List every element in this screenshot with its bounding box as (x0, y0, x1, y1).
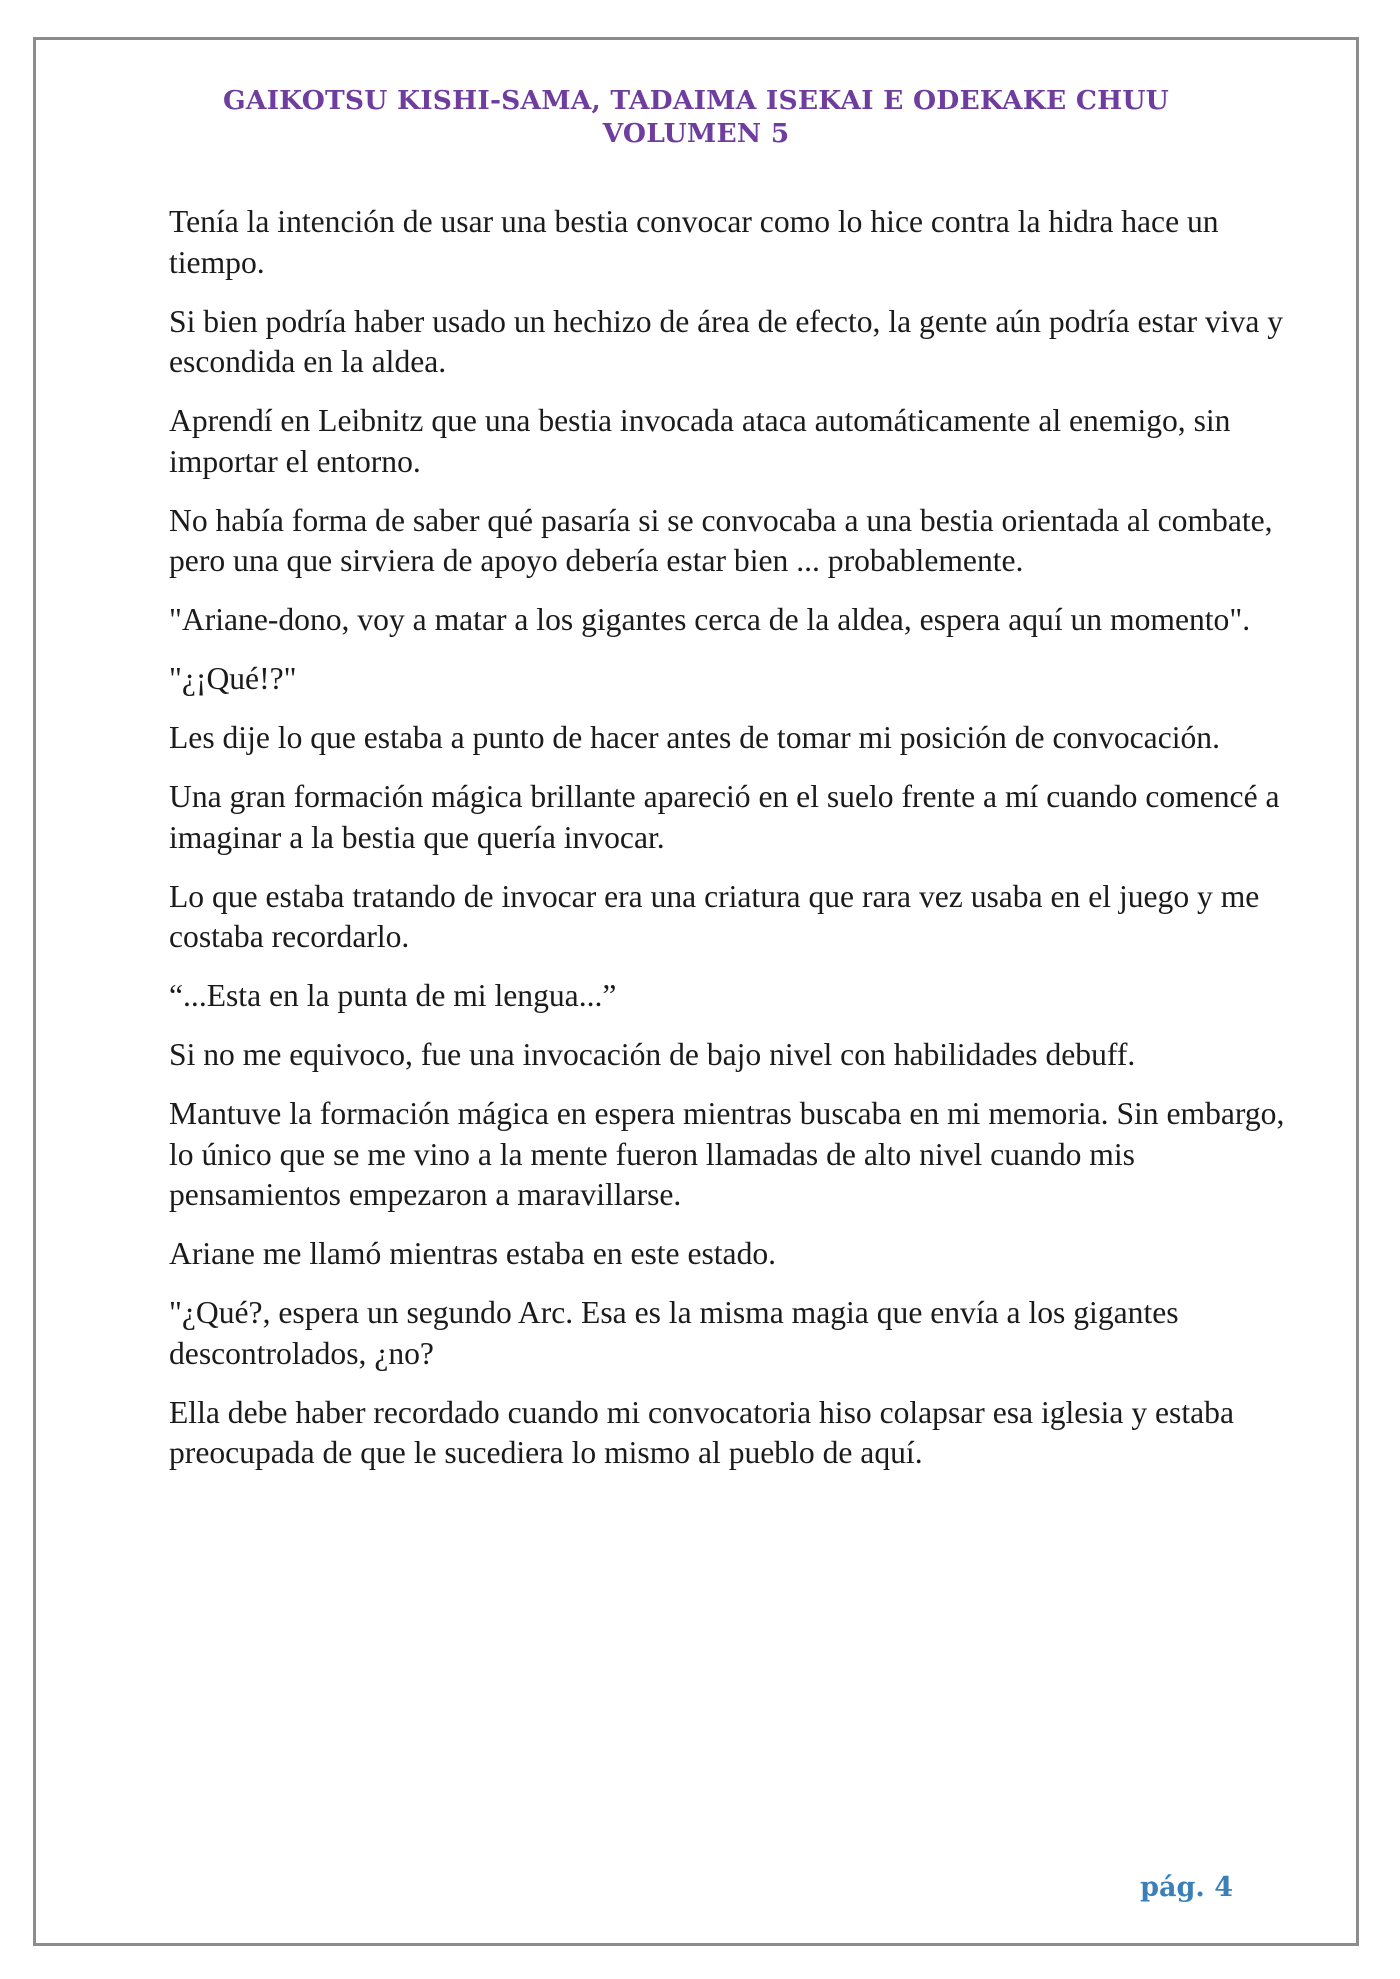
page-frame (33, 37, 1359, 1946)
paragraph-12: Mantuve la formación mágica en espera mientras buscaba en mi memoria. Sin embargo, lo único que se me vino a la mente fueron llamadas de alto nivel cuando mis pensamientos empezaron a maravillarse. (169, 1096, 1285, 1212)
book-title: GAIKOTSU KISHI-SAMA, TADAIMA ISEKAI E ODEKAKE CHUU (222, 85, 1169, 116)
paragraph-9: Lo que estaba tratando de invocar era una criatura que rara vez usaba en el juego y me costaba recordarlo. (169, 878, 1260, 954)
paragraph-10: “...Esta en la punta de mi lengua...” (169, 978, 617, 1013)
paragraph-13: Ariane me llamó mientras estaba en este estado. (169, 1236, 777, 1271)
paragraph-14: "¿Qué?, espera un segundo Arc. Esa es la misma magia que envía a los gigantes descontrolados, ¿no? (169, 1295, 1179, 1371)
paragraph-6: "¿¡Qué!?" (169, 661, 297, 696)
document-header (36, 84, 1356, 150)
paragraph-5: "Ariane-dono, voy a matar a los gigantes cerca de la aldea, espera aquí un momento". (169, 602, 1251, 637)
paragraph-8: Una gran formación mágica brillante apareció en el suelo frente a mí cuando comencé a imaginar a la bestia que quería invocar. (169, 779, 1280, 855)
page-number: pág. 4 (1140, 1872, 1233, 1903)
volume-label: VOLUMEN 5 (602, 118, 790, 149)
paragraph-2: Si bien podría haber usado un hechizo de área de efecto, la gente aún podría estar viva y escondida en la aldea. (169, 303, 1284, 379)
body-text (169, 202, 1289, 1492)
paragraph-1: Tenía la intención de usar una bestia convocar como lo hice contra la hidra hace un tiempo. (169, 204, 1219, 280)
paragraph-4: No había forma de saber qué pasaría si se convocaba a una bestia orientada al combate, pero una que sirviera de apoyo debería estar bien ... probablemente. (169, 502, 1273, 578)
paragraph-3: Aprendí en Leibnitz que una bestia invocada ataca automáticamente al enemigo, sin importar el entorno. (169, 403, 1231, 479)
paragraph-15: Ella debe haber recordado cuando mi convocatoria hiso colapsar esa iglesia y estaba preocupada de que le sucediera lo mismo al pueblo de aquí. (169, 1394, 1234, 1470)
paragraph-7: Les dije lo que estaba a punto de hacer antes de tomar mi posición de convocación. (169, 720, 1221, 755)
paragraph-11: Si no me equivoco, fue una invocación de bajo nivel con habilidades debuff. (169, 1037, 1136, 1072)
